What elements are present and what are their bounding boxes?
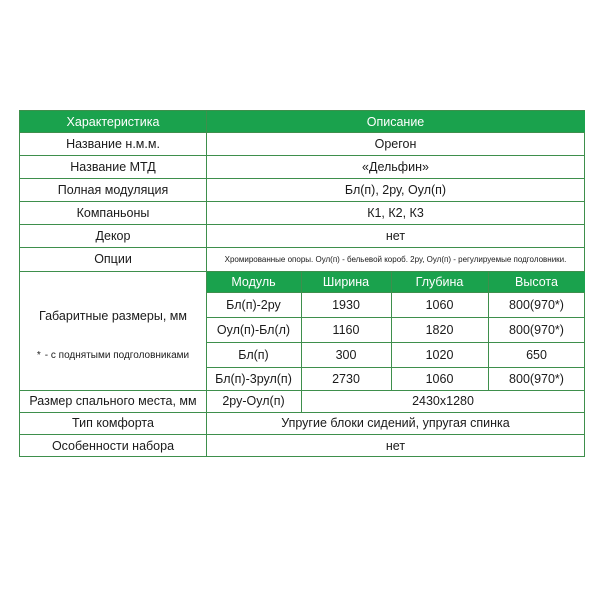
- dim-width-4: 2730: [332, 371, 360, 386]
- row-label-mtd: Название МТД: [70, 159, 156, 174]
- grid-line: [20, 390, 585, 391]
- dim-height-1: 800(970*): [509, 297, 564, 312]
- dim-module-4: Бл(п)-3рул(п): [215, 371, 292, 386]
- kit-value: нет: [385, 438, 406, 453]
- comfort-label: Тип комфорта: [72, 416, 154, 430]
- dim-width-1: 1930: [332, 297, 360, 312]
- dim-depth-1: 1060: [425, 297, 454, 312]
- row-label-modulation: Полная модуляция: [57, 182, 169, 197]
- spec-table: [19, 110, 585, 457]
- grid-line: [20, 271, 585, 272]
- grid-line: [20, 224, 585, 225]
- row-value-mtd: «Дельфин»: [362, 159, 429, 174]
- dim-depth-4: 1060: [425, 371, 454, 386]
- row-value-companions: К1, К2, К3: [367, 205, 424, 220]
- grid-line: [301, 271, 302, 412]
- dim-header-height: Высота: [488, 271, 585, 292]
- dim-height-3: 650: [526, 347, 547, 362]
- comfort-value: Упругие блоки сидений, упругая спинка: [281, 416, 510, 430]
- note-text: - с поднятыми подголовниками: [44, 349, 190, 361]
- dimensions-note: [20, 347, 206, 363]
- dim-depth-3: 1020: [425, 347, 454, 362]
- grid-line: [206, 317, 585, 318]
- dim-height-4: 800(970*): [509, 371, 564, 386]
- dim-header-module: Модуль: [206, 271, 301, 292]
- grid-line: [206, 111, 207, 457]
- grid-line: [20, 247, 585, 248]
- dim-module-3: Бл(п): [238, 347, 269, 362]
- row-label-name: Название н.м.м.: [66, 136, 160, 151]
- dimensions-label: Габаритные размеры, мм: [39, 309, 187, 323]
- dim-width-3: 300: [335, 347, 357, 362]
- header-description: Описание: [206, 111, 585, 132]
- sleep-module: 2ру-Оул(п): [222, 394, 285, 408]
- grid-line: [206, 342, 585, 343]
- header-characteristic: Характеристика: [20, 111, 206, 132]
- note-bullet: *: [36, 349, 41, 361]
- grid-line: [20, 155, 585, 156]
- row-label-companions: Компаньоны: [76, 205, 150, 220]
- dim-width-2: 1160: [332, 322, 360, 337]
- dim-height-2: 800(970*): [509, 322, 564, 337]
- grid-line: [488, 271, 489, 390]
- sleep-size: 2430х1280: [412, 394, 474, 408]
- row-value-options: Хромированные опоры. Оул(п) - бельевой короб. 2ру, Оул(п) - регулируемые подголовники.: [224, 254, 567, 264]
- row-value-decor: нет: [385, 228, 406, 243]
- row-value-modulation: Бл(п), 2ру, Оул(п): [344, 182, 447, 197]
- grid-line: [20, 412, 585, 413]
- dim-header-depth: Глубина: [391, 271, 488, 292]
- grid-line: [20, 132, 585, 133]
- kit-label: Особенности набора: [51, 438, 175, 453]
- row-value-name: Орегон: [374, 136, 417, 151]
- grid-line: [20, 178, 585, 179]
- row-label-options: Опции: [94, 252, 132, 266]
- grid-line: [391, 271, 392, 390]
- dim-header-width: Ширина: [301, 271, 391, 292]
- grid-line: [206, 367, 585, 368]
- dim-module-2: Оул(п)-Бл(л): [216, 322, 291, 337]
- dim-module-1: Бл(п)-2ру: [226, 297, 281, 312]
- grid-line: [20, 201, 585, 202]
- dim-depth-2: 1820: [425, 322, 454, 337]
- row-label-decor: Декор: [95, 228, 131, 243]
- grid-line: [206, 292, 585, 293]
- sleep-label: Размер спального места, мм: [29, 394, 197, 408]
- grid-line: [20, 434, 585, 435]
